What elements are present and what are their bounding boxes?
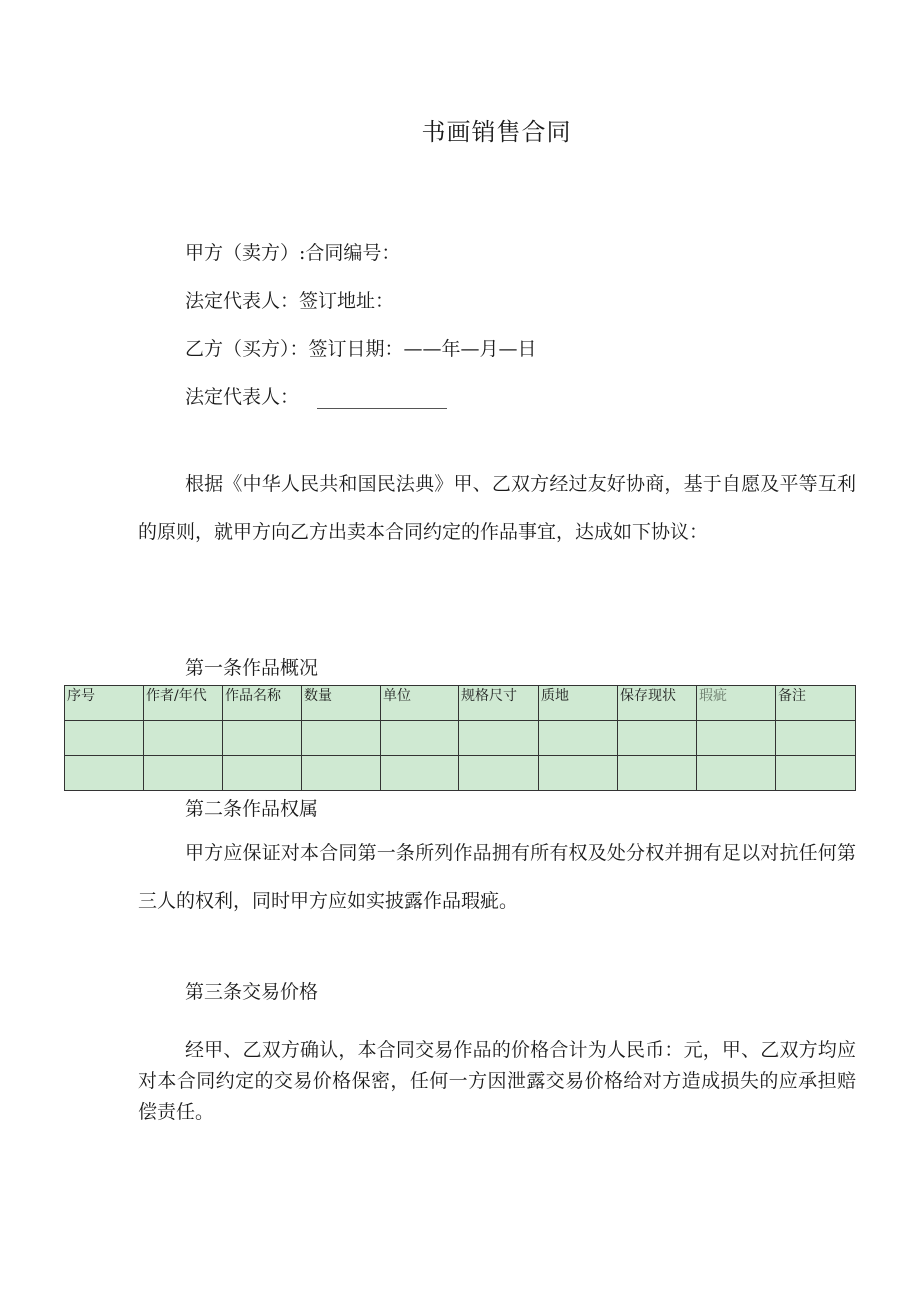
col-header: 瑕疵 <box>697 686 776 721</box>
table-cell <box>381 721 459 756</box>
col-header: 规格尺寸 <box>459 686 539 721</box>
table-cell <box>302 721 381 756</box>
party-b-line: 乙方（买方）：签订日期：——年—月—日 <box>185 338 537 360</box>
table-cell <box>65 721 144 756</box>
col-header: 备注 <box>776 686 856 721</box>
works-table <box>64 685 856 791</box>
table-cell <box>144 756 223 791</box>
col-header: 序号 <box>65 686 144 721</box>
col-header: 保存现状 <box>618 686 697 721</box>
table-cell <box>539 756 618 791</box>
rep-b-line <box>185 382 447 409</box>
table-cell <box>459 756 539 791</box>
col-header: 单位 <box>381 686 459 721</box>
table-cell <box>697 756 776 791</box>
table-header-row <box>65 686 856 721</box>
article3-body: 经甲、乙双方确认，本合同交易作品的价格合计为人民币：元，甲、乙双方均应对本合同约定的交易价格保密，任何一方因泄露交易价格给对方造成损失的应承担赔偿责任。 <box>138 1039 856 1123</box>
table-cell <box>776 756 856 791</box>
table-cell <box>223 721 302 756</box>
col-header: 质地 <box>539 686 618 721</box>
rep-a-line: 法定代表人：签订地址： <box>185 290 395 312</box>
table-cell <box>697 721 776 756</box>
table-cell <box>459 721 539 756</box>
article3-heading: 第三条交易价格 <box>185 981 319 1003</box>
table-cell <box>65 756 144 791</box>
table-cell <box>618 756 697 791</box>
signature-blank <box>317 386 447 409</box>
document-title: 书画销售合同 <box>421 118 572 146</box>
article1-heading: 第一条作品概况 <box>185 657 319 679</box>
col-header: 作者/年代 <box>144 686 223 721</box>
table-row <box>65 721 856 756</box>
table-cell <box>223 756 302 791</box>
table-cell <box>539 721 618 756</box>
intro-paragraph: 根据《中华人民共和国民法典》甲、乙双方经过友好协商，基于自愿及平等互利的原则，就甲方向乙方出卖本合同约定的作品事宜，达成如下协议： <box>138 473 856 543</box>
rep-b-label: 法定代表人： <box>185 386 300 408</box>
table-cell <box>144 721 223 756</box>
article2-heading: 第二条作品权属 <box>185 798 319 820</box>
col-header: 作品名称 <box>223 686 302 721</box>
table-cell <box>776 721 856 756</box>
table-cell <box>381 756 459 791</box>
table-row <box>65 756 856 791</box>
table-cell <box>302 756 381 791</box>
table-cell <box>618 721 697 756</box>
article2-body: 甲方应保证对本合同第一条所列作品拥有所有权及处分权并拥有足以对抗任何第三人的权利，同时甲方应如实披露作品瑕疵。 <box>138 842 856 912</box>
party-a-line: 甲方（卖方）:合同编号： <box>185 242 401 264</box>
col-header: 数量 <box>302 686 381 721</box>
